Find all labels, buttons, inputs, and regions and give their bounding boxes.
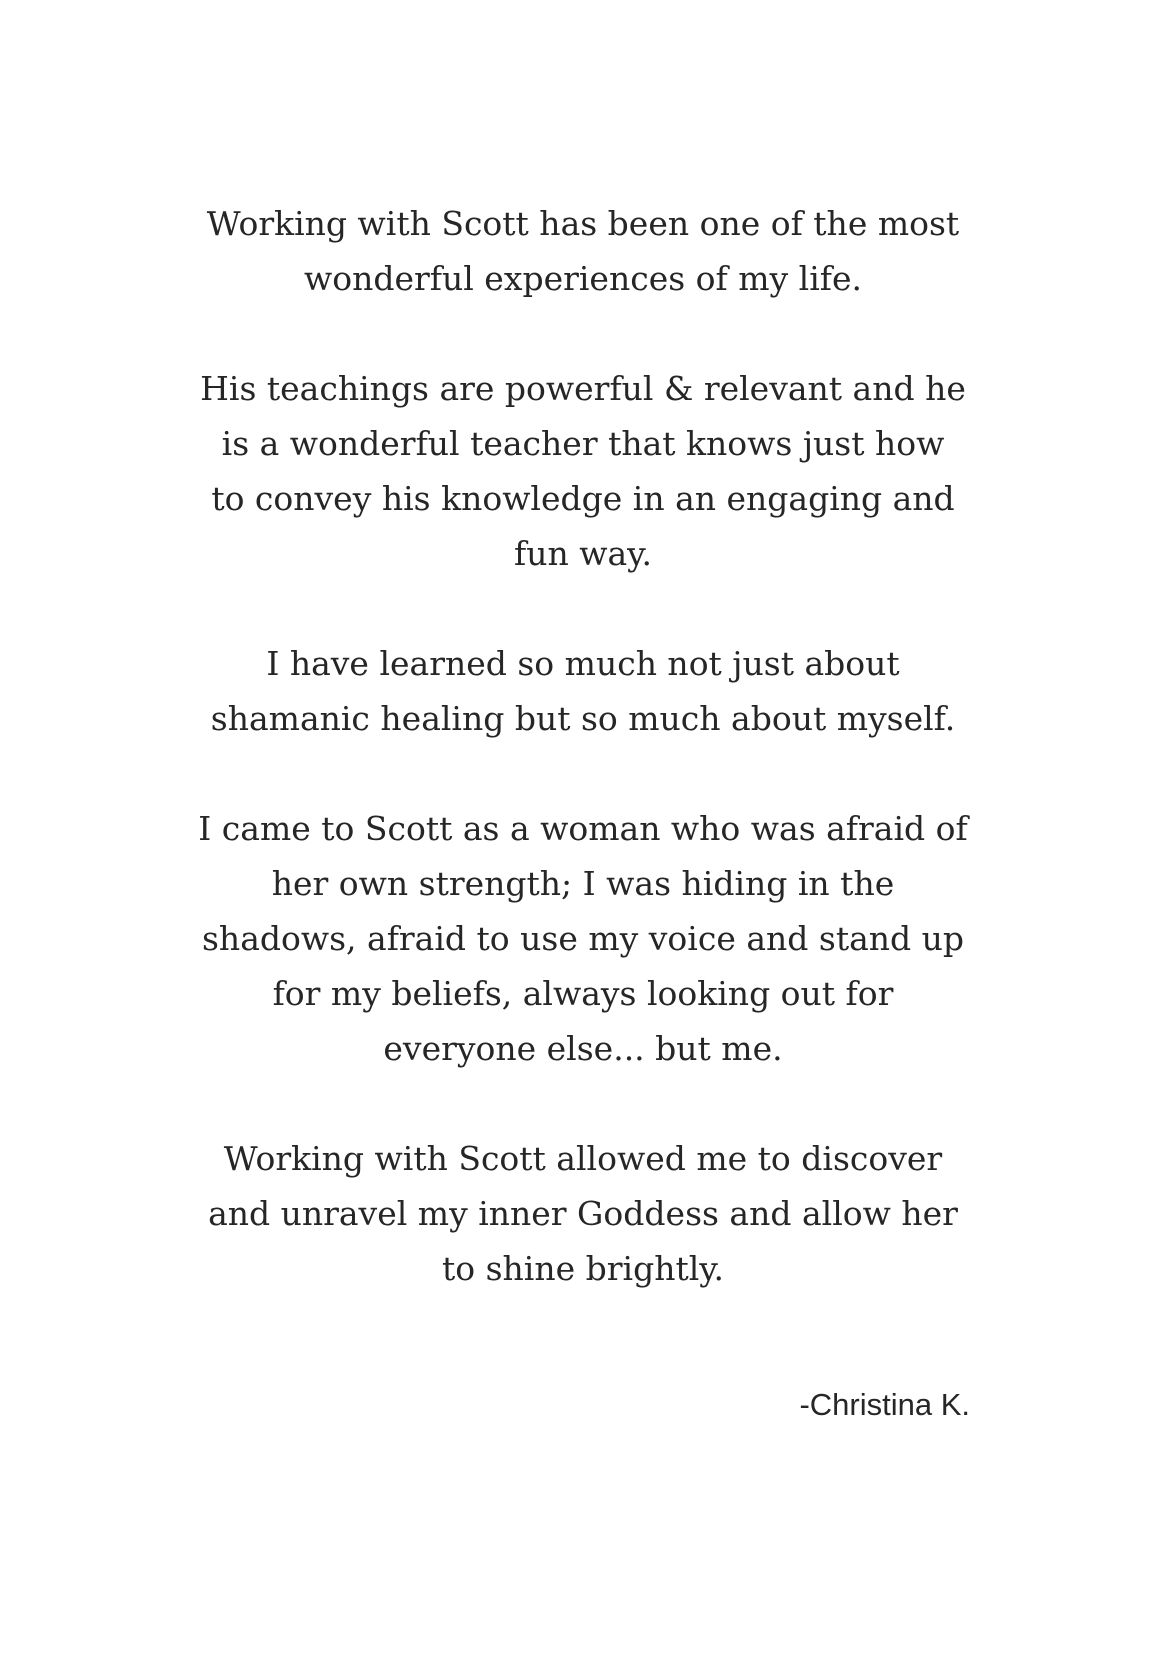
text-line: shadows, afraid to use my voice and stand up xyxy=(202,919,964,958)
text-line: Working with Scott allowed me to discover xyxy=(223,1139,943,1178)
text-line: wonderful experiences of my life. xyxy=(304,259,862,298)
text-line: and unravel my inner Goddess and allow her xyxy=(208,1194,958,1233)
text-line: to shine brightly. xyxy=(441,1249,725,1288)
text-line: shamanic healing but so much about myself. xyxy=(210,699,956,738)
testimonial-paragraph xyxy=(190,361,976,581)
text-line: His teachings are powerful & relevant and he xyxy=(200,369,966,408)
text-line: everyone else... but me. xyxy=(383,1029,783,1068)
testimonial-paragraph xyxy=(190,801,976,1076)
text-line: is a wonderful teacher that knows just how xyxy=(221,424,945,463)
text-line: fun way. xyxy=(514,534,652,573)
text-line: her own strength; I was hiding in the xyxy=(271,864,895,903)
testimonial-paragraph xyxy=(190,1131,976,1296)
testimonial-paragraph xyxy=(190,196,976,306)
text-line: to convey his knowledge in an engaging and xyxy=(211,479,955,518)
text-line: for my beliefs, always looking out for xyxy=(272,974,894,1013)
text-line: I came to Scott as a woman who was afraid of xyxy=(198,809,968,848)
testimonial-paragraph xyxy=(190,636,976,746)
signature: -Christina K. xyxy=(799,1387,970,1422)
testimonial-body xyxy=(190,196,976,1351)
text-line: Working with Scott has been one of the most xyxy=(206,204,960,243)
text-line: I have learned so much not just about xyxy=(266,644,900,683)
